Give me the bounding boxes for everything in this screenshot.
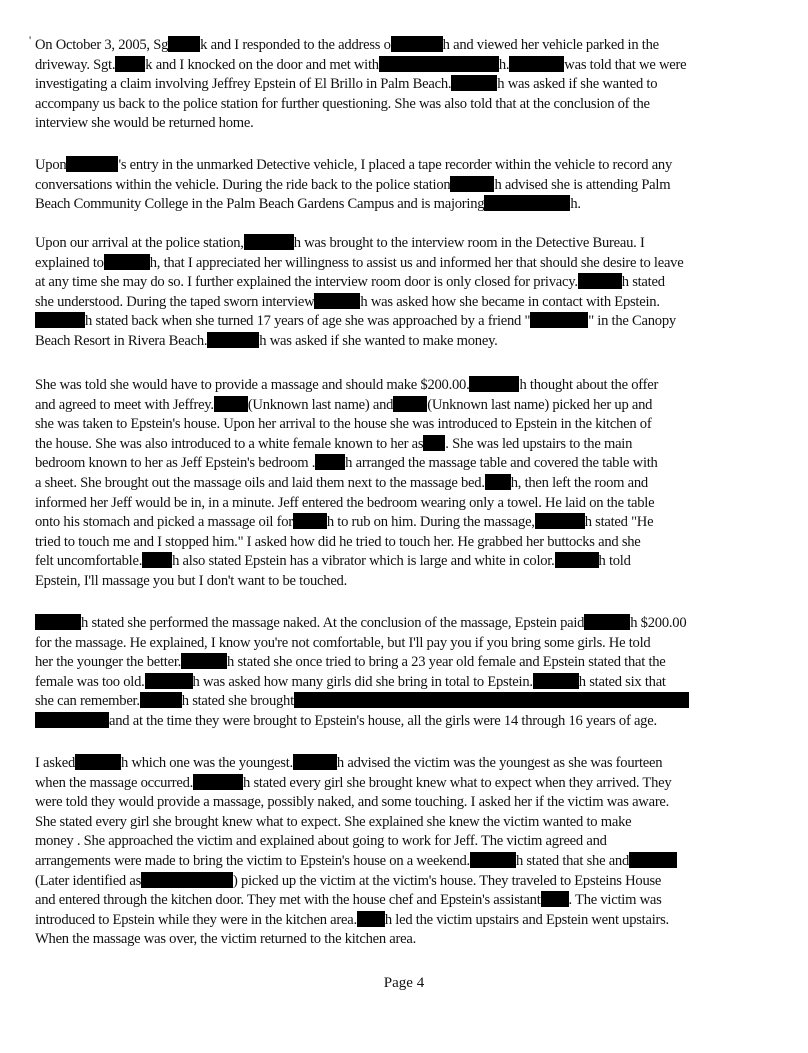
text-line — [35, 435, 775, 455]
redaction-block — [115, 56, 145, 72]
text-segment: k and I responded to the address o — [200, 37, 391, 53]
text-segment: On October 3, 2005, Sg — [35, 37, 169, 53]
text-segment: (Unknown last name) and — [247, 396, 394, 413]
redaction-block — [379, 56, 499, 72]
paragraph-5 — [35, 614, 775, 732]
text-segment: When the massage was over, the victim returned to the kitchen area. — [35, 931, 417, 948]
text-segment: interview she would be returned home. — [35, 115, 254, 132]
redaction-block — [35, 312, 85, 328]
text-line — [35, 872, 775, 892]
text-segment: 's entry in the unmarked Detective vehicle, I placed a tape recorder within the vehicle to record any — [118, 157, 673, 173]
text-segment: She stated every girl she brought knew what to expect. She explained she knew the victim wanted to make — [35, 813, 632, 830]
text-line — [35, 474, 775, 494]
text-line — [35, 533, 775, 553]
text-segment: were told they would provide a massage, possibly naked, and some touching. I asked her if the victim was aware. — [35, 794, 670, 811]
text-segment: h was asked how she became in contact with Epstein. — [360, 293, 660, 310]
redaction-block — [168, 36, 200, 52]
text-segment: was told that we were — [564, 56, 687, 73]
text-line — [35, 813, 775, 833]
text-segment: h advised the victim was the youngest as she was fourteen — [336, 755, 663, 771]
text-segment: female was too old. — [35, 673, 145, 690]
text-line — [35, 832, 775, 852]
text-line — [35, 36, 775, 56]
text-line — [35, 95, 775, 115]
text-segment: " in the Canopy — [588, 313, 676, 330]
text-line — [35, 376, 775, 396]
text-line — [35, 293, 775, 313]
redaction-block — [530, 312, 588, 328]
text-segment: she can remember. — [35, 693, 140, 710]
redaction-block — [293, 513, 327, 529]
redaction-block — [629, 852, 677, 868]
text-segment: ) picked up the victim at the victim's house. They traveled to Epsteins House — [233, 872, 662, 889]
text-line — [35, 234, 775, 254]
redaction-block — [66, 156, 118, 172]
text-segment: I asked — [35, 755, 75, 771]
text-segment: felt uncomfortable. — [35, 553, 143, 570]
text-segment: h stated she once tried to bring a 23 year old female and Epstein stated that the — [227, 654, 666, 671]
text-line — [35, 712, 775, 732]
redaction-block — [142, 552, 172, 568]
text-segment: Upon — [35, 157, 67, 173]
text-segment: investigating a claim involving Jeffrey Epstein of El Brillo in Palm Beach. — [35, 76, 452, 93]
text-segment: h stated she performed the massage naked. At the conclusion of the massage, Epstein paid — [81, 615, 585, 631]
text-line — [35, 891, 775, 911]
text-line — [35, 114, 775, 134]
text-segment: h. — [498, 56, 510, 73]
text-line — [35, 774, 775, 794]
paragraph-4 — [35, 376, 775, 592]
text-line — [35, 513, 775, 533]
text-segment: Upon our arrival at the police station, — [35, 235, 244, 251]
paragraph-6 — [35, 754, 775, 950]
text-segment: (Later identified as — [35, 872, 142, 889]
text-segment: money . She approached the victim and explained about going to work for Jeff. The victim agreed and — [35, 833, 607, 850]
text-segment: and at the time they were brought to Epstein's house, all the girls were 14 through 16 years of age. — [109, 712, 657, 729]
redaction-block — [393, 396, 427, 412]
text-line — [35, 673, 775, 693]
redaction-block — [541, 891, 569, 907]
text-line — [35, 634, 775, 654]
text-segment: arrangements were made to bring the victim to Epstein's house on a weekend. — [35, 852, 470, 869]
text-segment: h stated she brought — [181, 693, 294, 710]
text-line — [35, 793, 775, 813]
redaction-block — [141, 872, 233, 888]
text-line — [35, 692, 775, 712]
paragraph-1 — [35, 36, 775, 134]
text-segment: . The victim was — [568, 892, 662, 909]
text-line — [35, 396, 775, 416]
redaction-block — [357, 911, 385, 927]
redaction-block — [35, 712, 109, 728]
redaction-block — [391, 36, 443, 52]
text-segment: h which one was the youngest. — [121, 755, 293, 771]
text-line — [35, 254, 775, 274]
redaction-block — [104, 254, 150, 270]
redaction-block — [484, 195, 570, 211]
text-segment: bedroom known to her as Jeff Epstein's bedroom . — [35, 455, 316, 472]
text-line — [35, 852, 775, 872]
text-line — [35, 754, 775, 774]
redaction-block — [145, 673, 193, 689]
text-segment: accompany us back to the police station for further questioning. She was also told that at the conclusion of the — [35, 95, 650, 112]
text-segment: and entered through the kitchen door. They met with the house chef and Epstein's assistant — [35, 892, 541, 909]
text-segment: (Unknown last name) picked her up and — [427, 396, 653, 413]
text-segment: h $200.00 — [630, 615, 687, 631]
text-segment: h stated "He — [584, 514, 654, 531]
text-segment: h stated that she and — [515, 852, 630, 869]
redaction-block — [207, 332, 259, 348]
text-line — [35, 911, 775, 931]
text-segment: her the younger the better. — [35, 654, 182, 671]
redaction-block — [293, 754, 337, 770]
text-segment: the house. She was also introduced to a white female known to her as — [35, 435, 424, 452]
redaction-block — [509, 56, 564, 72]
text-segment: h stated back when she turned 17 years of age she was approached by a friend " — [85, 313, 531, 330]
text-segment: Beach Community College in the Palm Beach Gardens Campus and is majoring — [35, 196, 485, 213]
text-segment: onto his stomach and picked a massage oil for — [35, 514, 293, 531]
text-line — [35, 273, 775, 293]
text-segment: for the massage. He explained, I know you're not comfortable, but I'll pay you if you bring some girls. He told — [35, 634, 651, 651]
redaction-block — [181, 653, 227, 669]
text-line — [35, 454, 775, 474]
redaction-block — [294, 692, 689, 708]
redaction-block — [584, 614, 630, 630]
text-line — [35, 552, 775, 572]
text-segment: Epstein, I'll massage you but I don't want to be touched. — [35, 572, 348, 589]
text-segment: h was asked if she wanted to — [497, 76, 658, 93]
paragraph-2 — [35, 156, 775, 215]
text-segment: h. — [570, 196, 581, 213]
text-segment: h and viewed her vehicle parked in the — [442, 37, 659, 53]
text-segment: h stated — [621, 274, 665, 291]
text-line — [35, 415, 775, 435]
page-number: Page 4 — [383, 975, 425, 991]
text-segment: . She was led upstairs to the main — [445, 435, 633, 452]
text-line — [35, 195, 775, 215]
redaction-block — [485, 474, 511, 490]
text-line — [35, 176, 775, 196]
redaction-block — [75, 754, 121, 770]
text-segment: tried to touch me and I stopped him." I asked how did he tried to touch her. He grabbed her buttocks and she — [35, 533, 641, 550]
redaction-block — [140, 692, 182, 708]
redaction-block — [578, 273, 622, 289]
text-segment: driveway. Sgt. — [35, 56, 116, 73]
redaction-block — [193, 774, 243, 790]
redaction-block — [451, 75, 497, 91]
text-segment: h also stated Epstein has a vibrator which is large and white in color. — [172, 553, 555, 570]
redaction-block — [35, 614, 81, 630]
redaction-block — [450, 176, 494, 192]
redaction-block — [315, 454, 345, 470]
text-segment: and agreed to meet with Jeffrey. — [35, 396, 214, 413]
text-line — [35, 653, 775, 673]
text-segment: she understood. During the taped sworn interview — [35, 293, 315, 310]
text-segment: h, then left the room and — [510, 474, 648, 491]
text-segment: a sheet. She brought out the massage oils and laid them next to the massage bed. — [35, 474, 485, 491]
text-segment: h to rub on him. During the massage, — [326, 514, 535, 531]
text-segment: h thought about the offer — [519, 377, 659, 393]
text-segment: h advised she is attending Palm — [494, 176, 671, 193]
text-segment: when the massage occurred. — [35, 774, 194, 791]
text-segment: introduced to Epstein while they were in the kitchen area. — [35, 911, 357, 928]
text-segment: h stated every girl she brought knew what to expect when they arrived. They — [243, 774, 672, 791]
redaction-block — [555, 552, 599, 568]
redaction-block — [535, 513, 585, 529]
text-segment: h was asked if she wanted to make money. — [259, 332, 498, 349]
redaction-block — [314, 293, 360, 309]
text-segment: k and I knocked on the door and met with — [145, 56, 379, 73]
text-segment: h arranged the massage table and covered the table with — [345, 455, 658, 472]
text-line — [35, 75, 775, 95]
text-segment: conversations within the vehicle. During the ride back to the police station — [35, 176, 451, 193]
text-segment: explained to — [35, 254, 104, 271]
text-segment: h told — [598, 553, 631, 570]
text-segment: Beach Resort in Rivera Beach. — [35, 332, 208, 349]
redaction-block — [533, 673, 579, 689]
text-segment: at any time she may do so. I further explained the interview room door is only closed for privacy. — [35, 274, 578, 291]
text-line — [35, 614, 775, 634]
text-segment: h was asked how many girls did she bring in total to Epstein. — [192, 673, 533, 690]
text-segment: informed her Jeff would be in, in a minute. Jeff entered the bedroom wearing only a towel. He laid on the table — [35, 494, 655, 511]
text-line — [35, 494, 775, 514]
text-segment: h, that I appreciated her willingness to assist us and informed her that should she desire to leave — [149, 254, 684, 271]
text-line — [35, 930, 775, 950]
paragraph-3 — [35, 234, 775, 352]
text-segment: She was told she would have to provide a massage and should make $200.00. — [35, 377, 470, 393]
redaction-block — [469, 376, 519, 392]
text-segment: h stated six that — [578, 673, 666, 690]
redaction-block — [244, 234, 294, 250]
redaction-block — [423, 435, 445, 451]
text-line — [35, 312, 775, 332]
text-line — [35, 56, 775, 76]
text-segment: h was brought to the interview room in the Detective Bureau. I — [293, 235, 645, 251]
text-segment: h led the victim upstairs and Epstein went upstairs. — [384, 911, 669, 928]
margin-mark: ' — [29, 33, 32, 47]
text-line — [35, 332, 775, 352]
text-segment: she was taken to Epstein's house. Upon her arrival to the house she was introduced to Epstein in the kitchen of — [35, 416, 652, 433]
redaction-block — [214, 396, 248, 412]
redaction-block — [470, 852, 516, 868]
text-line — [35, 156, 775, 176]
text-line — [35, 572, 775, 592]
